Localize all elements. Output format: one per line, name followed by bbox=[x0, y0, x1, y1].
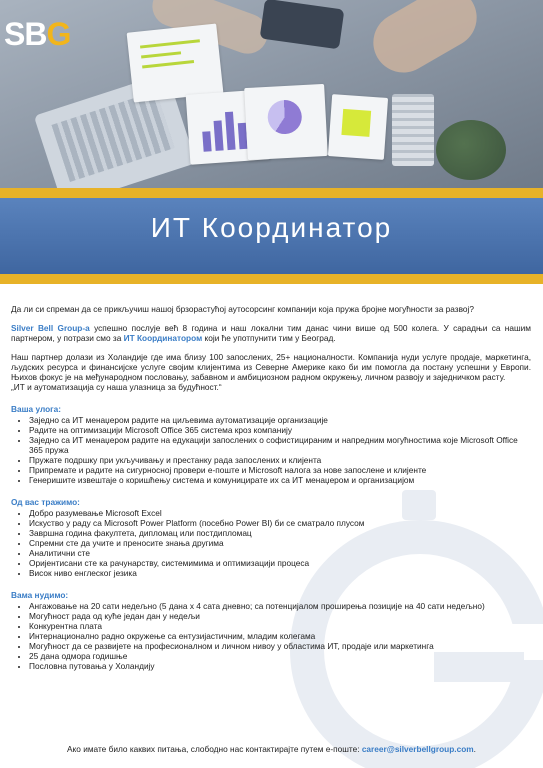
contact-email-link[interactable]: career@silverbellgroup.com bbox=[361, 744, 474, 754]
bullet-list bbox=[11, 601, 531, 671]
company-paragraph: Silver Bell Group-а успешно послује већ 8 година и наш локални тим данас чини више од 500 колега. У сарадњи са нашим партнером, у потрази смо за ИТ Координатором који ће употпунити тим у Београд. bbox=[11, 323, 531, 343]
section-heading: Од вас тражимо: bbox=[11, 497, 80, 507]
posting-body bbox=[11, 304, 531, 671]
keyboard-illustration bbox=[392, 94, 434, 166]
list-item: • Оријентисани сте ка рачунарству, системимима и оптимизацији процеса bbox=[29, 558, 531, 568]
intro-paragraph: Да ли си спреман да се прикључиш нашој брзорастућој аутосорсинг компанији која пружа бројне могућности за развој? bbox=[11, 304, 474, 314]
banner-stripe-top bbox=[0, 188, 543, 198]
logo-accent: G bbox=[46, 16, 71, 52]
list-item: • Пословна путовања у Холандију bbox=[29, 661, 531, 671]
logo-text: SB bbox=[4, 16, 47, 52]
list-item: • Заједно са ИТ менаџером радите на циљевима аутоматизације организације bbox=[29, 415, 531, 425]
list-item: • Ангажовање на 20 сати недељно (5 дана х 4 сата дневно; са потенцијалом проширења позиције на 40 сати недељно) bbox=[29, 601, 531, 611]
company-name: Silver Bell Group-а bbox=[11, 323, 90, 333]
partner-paragraph: Наш партнер долази из Холандије где има близу 100 запослених, 25+ националности. Компанија нуди услуге продаје, маркетинга, људских ресурса и финансијске услуге својим клијентима из Северне Америке како би им помогла да постану успешни у Европи. Њихов фокус је на међународном пословању, забавном и амбициозном радном окружењу, личном развоју и заједничком расту. „ИТ и аутоматизација су наша улазница за будућност.“ bbox=[11, 352, 531, 392]
list-item: • Конкурентна плата bbox=[29, 621, 531, 631]
section-heading: Вама нудимо: bbox=[11, 590, 69, 600]
list-item: • Пружате подршку при укључивању и престанку рада запослених и клијента bbox=[29, 455, 531, 465]
sbg-logo bbox=[4, 16, 70, 53]
list-item: • Интернационално радно окружење са ентузијастичним, младим колегама bbox=[29, 631, 531, 641]
list-item: • 25 дана одмора годишње bbox=[29, 651, 531, 661]
list-item: • Добро разумевање Microsoft Excel bbox=[29, 508, 531, 518]
sections bbox=[11, 404, 531, 671]
list-item: • Генеришите извештаје о коришћењу система и комуницирате их са ИТ менаџером и организацијом bbox=[29, 475, 531, 485]
list-item: • Аналитични сте bbox=[29, 548, 531, 558]
role-name: ИТ Координатором bbox=[123, 333, 203, 343]
bullet-list bbox=[11, 508, 531, 578]
list-item: • Искуство у раду са Microsoft Power Platform (посебно Power BI) би се сматрало плусом bbox=[29, 518, 531, 528]
footer-contact: Ако имате било каквих питања, слободно нас контактирајте путем е-поште: career@silverbellgroup.com. bbox=[67, 744, 476, 754]
list-item: • Припремате и радите на сигурносној провери е-поште и Microsoft налога за нове запослене и клијенте bbox=[29, 465, 531, 475]
list-item: • Радите на оптимизацији Microsoft Office 365 система кроз компанију bbox=[29, 425, 531, 435]
plant-illustration bbox=[436, 120, 506, 180]
quote: „ИТ и аутоматизација су наша улазница за будућност.“ bbox=[11, 382, 222, 392]
bullet-list bbox=[11, 415, 531, 485]
sticky-note-illustration bbox=[328, 94, 388, 160]
list-item: • Спремни сте да учите и преносите знања другима bbox=[29, 538, 531, 548]
header-photo bbox=[0, 0, 543, 188]
page-title: ИТ Координатор bbox=[150, 212, 393, 243]
list-item: • Висок ниво енглеског језика bbox=[29, 568, 531, 578]
banner-stripe-bottom bbox=[0, 274, 543, 284]
list-item: • Могућност да се развијете на професионалном и личном нивоу у областима ИТ, продаје или маркетинга bbox=[29, 641, 531, 651]
document-illustration bbox=[127, 23, 224, 102]
section-heading: Ваша улога: bbox=[11, 404, 62, 414]
list-item: • Могућност рада од куће један дан у недељи bbox=[29, 611, 531, 621]
title-banner bbox=[0, 188, 543, 284]
list-item: • Заједно са ИТ менаџером радите на едукацији запослених о софистицираним и напредним могућностима које Microsoft Office 365 пружа bbox=[29, 435, 531, 455]
list-item: • Завршна година факултета, дипломац или постдипломац bbox=[29, 528, 531, 538]
pie-chart-illustration bbox=[244, 84, 328, 160]
